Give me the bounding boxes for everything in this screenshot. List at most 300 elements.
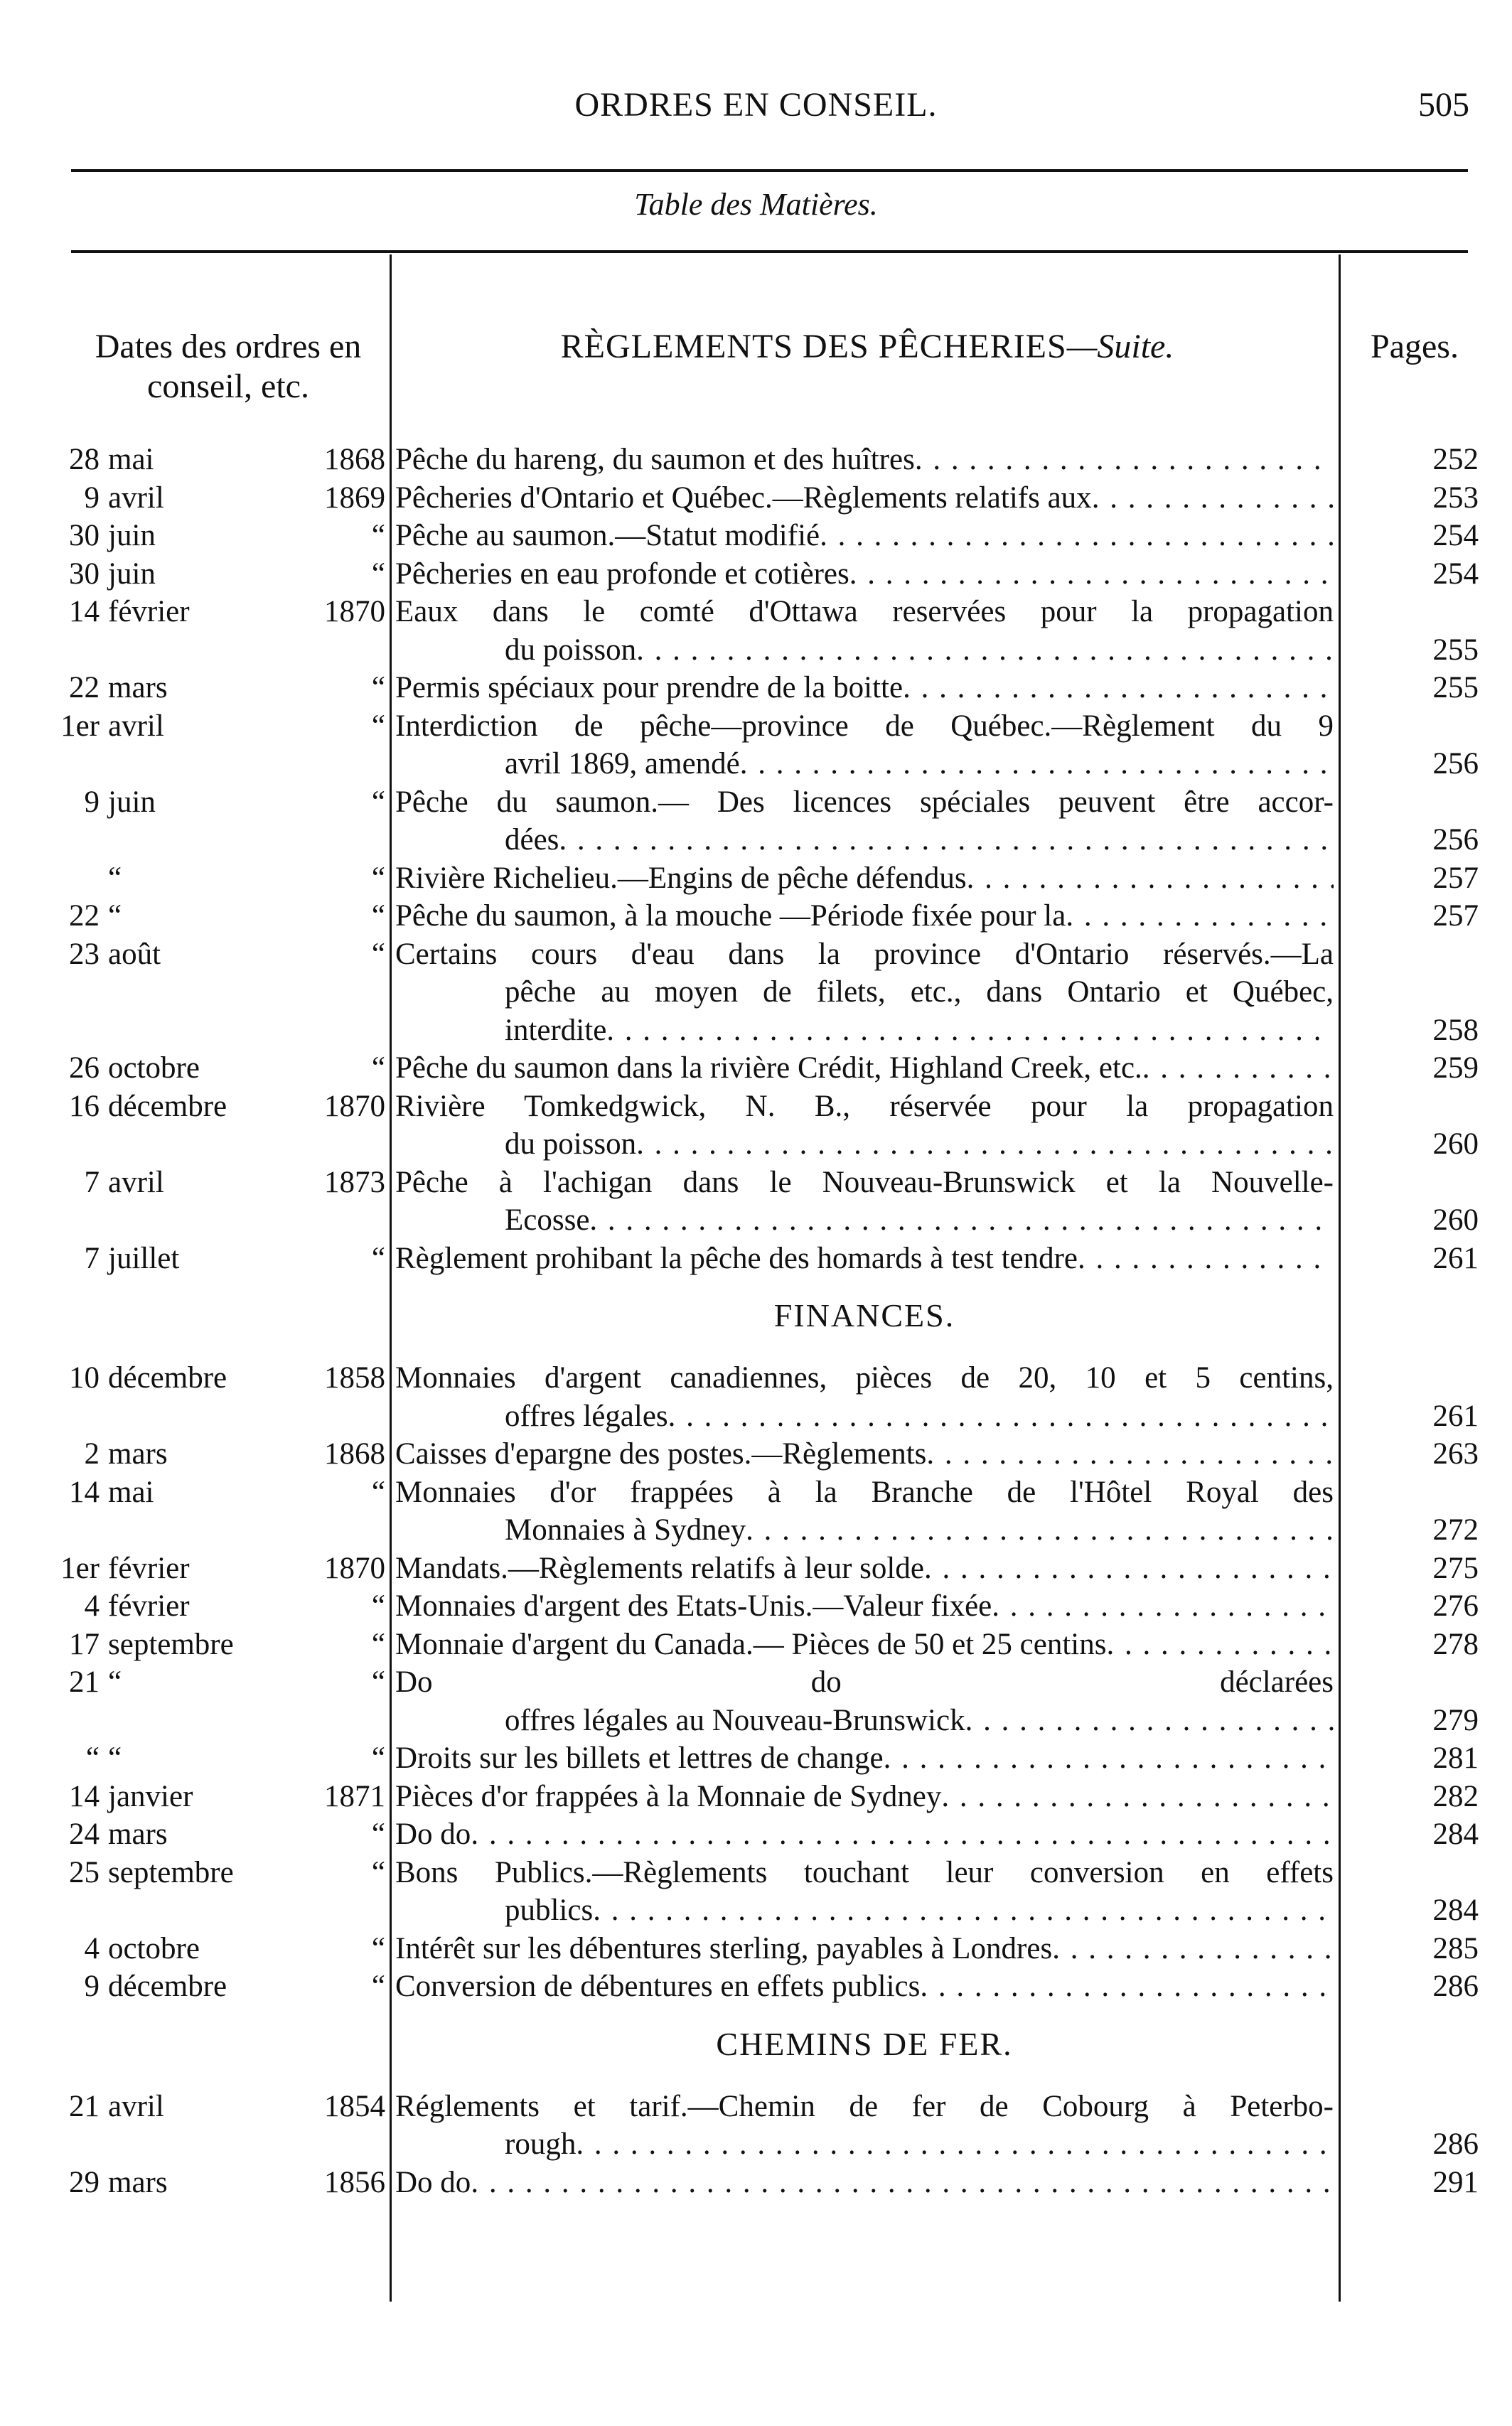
entry-month: mai xyxy=(108,1475,154,1509)
entry-year: “ xyxy=(371,1241,385,1275)
entry-text: Permis spéciaux pour prendre de la boitte xyxy=(395,671,904,704)
entry-text: Do do xyxy=(395,2165,471,2199)
entry-description xyxy=(395,1739,1334,1778)
entry-page-number: 284 xyxy=(1432,1818,1479,1851)
entry-page-number: 260 xyxy=(1432,1127,1479,1161)
entry-line xyxy=(0,1240,1512,1278)
toc-entry xyxy=(0,1739,1512,1778)
pages-column-heading: Pages. xyxy=(1371,328,1459,365)
toc-entry xyxy=(0,1854,1512,1930)
toc-entry xyxy=(0,1663,1512,1739)
entry-day: 9 xyxy=(84,481,100,515)
entry-description xyxy=(395,859,1334,898)
dot-leader xyxy=(636,1125,1334,1164)
entry-text: Pêche au saumon.—Statut modifié xyxy=(395,519,820,552)
section-title-text: CHEMINS DE FER. xyxy=(716,2025,1013,2062)
entry-text: Pêcheries en eau profonde et cotières xyxy=(395,557,849,591)
entry-text: Caisses d'epargne des postes.—Règlements xyxy=(395,1437,927,1471)
entry-page-number: 260 xyxy=(1432,1203,1479,1237)
dates-column-heading xyxy=(68,327,388,407)
toc-entry xyxy=(0,707,1512,783)
entry-month: mars xyxy=(108,671,168,704)
entry-month: avril xyxy=(108,709,164,743)
entry-description xyxy=(505,1397,1334,1436)
entry-line xyxy=(0,1511,1512,1550)
toc-entry xyxy=(0,1049,1512,1088)
entry-day: 10 xyxy=(69,1361,100,1395)
entry-day: 4 xyxy=(84,1931,100,1965)
entry-date xyxy=(51,1474,257,1512)
entry-date xyxy=(51,517,257,555)
entry-year: 1854 xyxy=(324,2089,385,2123)
dot-leader xyxy=(1092,479,1334,517)
entry-description xyxy=(395,1435,1334,1474)
entry-day: 17 xyxy=(69,1627,100,1661)
entry-line xyxy=(0,1397,1512,1436)
table-subtitle: Table des Matières. xyxy=(634,187,878,222)
entry-page-number: 291 xyxy=(1432,2165,1479,2199)
toc-entry xyxy=(0,1088,1512,1164)
entry-text: Pêche à l'achigan dans le Nouveau-Brunswick et la Nouvelle- xyxy=(395,1165,1334,1199)
entry-line xyxy=(0,479,1512,517)
entry-year: 1869 xyxy=(324,481,385,515)
entry-description xyxy=(505,1125,1334,1164)
entry-year: “ xyxy=(371,861,385,895)
entry-date xyxy=(51,441,257,479)
entry-year: 1858 xyxy=(324,1361,385,1395)
entry-line xyxy=(0,973,1512,1011)
entry-description xyxy=(395,1815,1334,1854)
entry-description xyxy=(505,1201,1334,1240)
entry-description xyxy=(395,1663,1334,1702)
entry-text: Rivière Tomkedgwick, N. B., réservée pour la propagation xyxy=(395,1089,1334,1123)
entry-year: 1868 xyxy=(324,443,385,476)
toc-entry xyxy=(0,1240,1512,1278)
entry-year: 1856 xyxy=(324,2165,385,2199)
entry-line xyxy=(0,1968,1512,2006)
entry-text: Conversion de débentures en effets publics xyxy=(395,1970,921,2003)
entry-description xyxy=(505,1511,1334,1550)
toc-entry xyxy=(0,1587,1512,1626)
dates-heading-line2: conseil, etc. xyxy=(147,367,309,405)
toc-entry xyxy=(0,593,1512,669)
entry-month: mars xyxy=(108,2165,168,2199)
entry-year: “ xyxy=(371,1051,385,1085)
entry-year: “ xyxy=(371,899,385,933)
entry-description xyxy=(395,593,1334,631)
section-title-text: FINANCES. xyxy=(773,1297,955,1333)
entry-day: 1er xyxy=(60,709,100,743)
entry-page-number: 272 xyxy=(1432,1513,1479,1547)
toc-entry xyxy=(0,1930,1512,1968)
entry-month: “ xyxy=(108,899,122,933)
entry-year: 1873 xyxy=(324,1165,385,1199)
entry-date xyxy=(51,897,257,935)
entry-line xyxy=(0,2125,1512,2164)
entry-year: “ xyxy=(371,1627,385,1661)
entry-description xyxy=(395,479,1334,517)
entry-year: 1870 xyxy=(324,1551,385,1585)
entry-page-number: 278 xyxy=(1432,1627,1479,1661)
entry-month: “ xyxy=(108,1665,122,1699)
entry-line xyxy=(0,555,1512,594)
section-spacer xyxy=(0,1353,1512,1359)
dot-leader xyxy=(606,1011,1334,1050)
toc-entry xyxy=(0,2088,1512,2164)
entry-line xyxy=(0,631,1512,670)
dot-leader xyxy=(920,1968,1334,2006)
entry-page-number: 258 xyxy=(1432,1013,1479,1047)
entry-description xyxy=(395,1778,1334,1816)
dot-leader xyxy=(471,1815,1334,1854)
entry-text: Droits sur les billets et lettres de change xyxy=(395,1741,884,1775)
entry-day: 7 xyxy=(84,1165,100,1199)
entry-description xyxy=(395,1359,1334,1397)
toc-entry xyxy=(0,1778,1512,1816)
entry-day: 16 xyxy=(69,1089,100,1123)
entry-page-number: 275 xyxy=(1432,1551,1479,1585)
entry-line xyxy=(0,1891,1512,1930)
entry-text: Intérêt sur les débentures sterling, payables à Londres xyxy=(395,1931,1053,1965)
entry-year: 1871 xyxy=(324,1779,385,1813)
entry-date xyxy=(51,669,257,707)
entry-day: 14 xyxy=(69,1475,100,1509)
entry-day: 24 xyxy=(69,1818,100,1851)
section-spacer xyxy=(0,2082,1512,2088)
entry-page-number: 286 xyxy=(1432,2127,1479,2161)
entry-year: 1868 xyxy=(324,1437,385,1471)
entry-year: “ xyxy=(371,671,385,704)
entry-text: Bons Publics.—Règlements touchant leur conversion en effets xyxy=(395,1855,1334,1889)
entry-description xyxy=(395,1164,1334,1202)
entry-text: Do do déclarées xyxy=(395,1665,1334,1699)
dot-leader xyxy=(559,821,1334,859)
entry-line xyxy=(0,1739,1512,1778)
entry-description xyxy=(505,1702,1334,1740)
entry-description xyxy=(505,821,1334,859)
entry-date xyxy=(51,1435,257,1474)
entry-text: interdite xyxy=(505,1013,607,1047)
toc-entry xyxy=(0,479,1512,517)
entry-text: Certains cours d'eau dans la province d'Ontario réservés.—La xyxy=(395,937,1334,971)
toc-entry xyxy=(0,897,1512,935)
entry-date xyxy=(51,1049,257,1088)
entry-month: avril xyxy=(108,2089,164,2123)
dot-leader xyxy=(576,2125,1334,2164)
entry-line xyxy=(0,1435,1512,1474)
header-rule xyxy=(71,169,1468,172)
entry-day: 1er xyxy=(60,1551,100,1585)
entry-date xyxy=(51,1626,257,1664)
entry-page-number: 256 xyxy=(1432,747,1479,780)
toc-entry xyxy=(0,1474,1512,1550)
entry-line xyxy=(0,1815,1512,1854)
entry-month: juin xyxy=(108,557,156,591)
entry-year: “ xyxy=(371,1818,385,1851)
entry-date xyxy=(51,1550,257,1588)
entry-day: 2 xyxy=(84,1437,100,1471)
entry-date xyxy=(51,1854,257,1892)
entry-page-number: 282 xyxy=(1432,1779,1479,1813)
entry-text: dées xyxy=(505,823,559,857)
entry-line xyxy=(0,1125,1512,1164)
entry-date xyxy=(51,783,257,822)
entry-year: “ xyxy=(371,785,385,819)
entry-text: Rivière Richelieu.—Engins de pêche défendus xyxy=(395,861,967,895)
dot-leader xyxy=(965,1702,1334,1740)
entry-day: 30 xyxy=(69,519,100,552)
entry-text: rough xyxy=(505,2127,577,2161)
toc-entry xyxy=(0,1815,1512,1854)
entry-page-number: 286 xyxy=(1432,1970,1479,2003)
entry-line xyxy=(0,2164,1512,2202)
entry-text: Interdiction de pêche—province de Québec.—Règlement du 9 xyxy=(395,709,1334,743)
entry-description xyxy=(395,707,1334,746)
entry-year: 1870 xyxy=(324,1089,385,1123)
entry-date xyxy=(51,1240,257,1278)
dot-leader xyxy=(589,1201,1334,1240)
entry-month: juillet xyxy=(108,1241,180,1275)
entry-year: “ xyxy=(371,1855,385,1889)
entry-line xyxy=(0,1359,1512,1397)
entry-text: Pêche du saumon dans la rivière Crédit, Highland Creek, etc. xyxy=(395,1051,1142,1085)
dot-leader xyxy=(1078,1240,1334,1278)
dot-leader xyxy=(593,1891,1334,1930)
entry-month: juin xyxy=(108,519,156,552)
entry-description xyxy=(395,935,1334,974)
entry-date xyxy=(51,593,257,631)
entry-description xyxy=(395,1474,1334,1512)
entry-line xyxy=(0,821,1512,859)
entry-date xyxy=(51,935,257,974)
entry-description xyxy=(505,745,1334,783)
entry-year: “ xyxy=(371,1589,385,1623)
entry-month: décembre xyxy=(108,1361,227,1395)
entry-line xyxy=(0,1049,1512,1088)
entry-text: Pêche du saumon.— Des licences spéciales peuvent être accor- xyxy=(395,785,1334,819)
entry-month: décembre xyxy=(108,1089,227,1123)
page-number: 505 xyxy=(1418,86,1469,124)
entry-year: “ xyxy=(371,1970,385,2003)
dot-leader xyxy=(992,1587,1334,1626)
entry-description xyxy=(395,1930,1334,1968)
toc-entry xyxy=(0,1968,1512,2006)
entry-page-number: 253 xyxy=(1432,481,1479,515)
entry-month: décembre xyxy=(108,1970,227,2003)
entry-description xyxy=(395,669,1334,707)
entry-line xyxy=(0,2088,1512,2126)
entry-date xyxy=(51,1739,257,1778)
entry-line xyxy=(0,1164,1512,1202)
entry-line xyxy=(0,441,1512,479)
entry-line xyxy=(0,669,1512,707)
entry-line xyxy=(0,745,1512,783)
entry-date xyxy=(51,555,257,594)
entry-day: 25 xyxy=(69,1855,100,1889)
entry-date xyxy=(51,1930,257,1968)
entry-month: “ xyxy=(108,1741,122,1775)
entry-line xyxy=(0,935,1512,974)
entry-line xyxy=(0,517,1512,555)
entry-text: Pêche du saumon, à la mouche —Période fixée pour la xyxy=(395,899,1066,933)
entry-date xyxy=(51,859,257,898)
entry-year: “ xyxy=(371,937,385,971)
entry-description xyxy=(395,897,1334,935)
entry-text: Pêcheries d'Ontario et Québec.—Règlements relatifs aux xyxy=(395,481,1092,515)
entry-day: 4 xyxy=(84,1589,100,1623)
entry-description xyxy=(395,783,1334,822)
entry-line xyxy=(0,783,1512,822)
toc-entry xyxy=(0,1164,1512,1240)
entry-description xyxy=(395,517,1334,555)
entry-date xyxy=(51,1164,257,1202)
main-column-heading xyxy=(398,327,1336,367)
entry-text: Eaux dans le comté d'Ottawa reservées pour la propagation xyxy=(395,595,1334,628)
toc-entry xyxy=(0,935,1512,1050)
entry-line xyxy=(0,1930,1512,1968)
entry-page-number: 256 xyxy=(1432,823,1479,857)
entry-page-number: 259 xyxy=(1432,1051,1479,1085)
entry-description xyxy=(395,1587,1334,1626)
dates-heading-line1: Dates des ordres en xyxy=(95,328,362,365)
entry-text: Réglements et tarif.—Chemin de fer de Cobourg à Peterbo- xyxy=(395,2089,1334,2123)
entry-date xyxy=(51,1968,257,2006)
entry-date xyxy=(51,1663,257,1702)
entry-line xyxy=(0,1702,1512,1740)
entry-day: 29 xyxy=(69,2165,100,2199)
section-heading xyxy=(0,2006,1512,2082)
entry-page-number: 261 xyxy=(1432,1241,1479,1275)
entry-line xyxy=(0,1854,1512,1892)
toc-entry xyxy=(0,441,1512,479)
entry-line xyxy=(0,1550,1512,1588)
entry-day: 7 xyxy=(84,1241,100,1275)
entry-description xyxy=(505,1011,1334,1050)
main-heading-suffix: —Suite. xyxy=(1066,328,1174,365)
dot-leader xyxy=(668,1397,1334,1436)
entry-line xyxy=(0,1778,1512,1816)
entry-month: septembre xyxy=(108,1855,234,1889)
entry-page-number: 263 xyxy=(1432,1437,1479,1471)
entry-day: 9 xyxy=(84,785,100,819)
entry-line xyxy=(0,1587,1512,1626)
entry-text: Pièces d'or frappées à la Monnaie de Sydney xyxy=(395,1779,942,1813)
entry-description xyxy=(395,441,1334,479)
entry-description xyxy=(395,1550,1334,1588)
dot-leader xyxy=(915,441,1334,479)
entry-day: 23 xyxy=(69,937,100,971)
entry-text: Pêche du hareng, du saumon et des huîtres xyxy=(395,443,915,476)
entry-page-number: 276 xyxy=(1432,1589,1479,1623)
entry-month: août xyxy=(108,937,161,971)
dot-leader xyxy=(746,1511,1334,1550)
entry-line xyxy=(0,593,1512,631)
entry-month: octobre xyxy=(108,1931,200,1965)
dot-leader xyxy=(903,669,1334,707)
toc-entry xyxy=(0,517,1512,555)
entry-description xyxy=(395,1968,1334,2006)
entry-date xyxy=(51,1088,257,1126)
entry-year: “ xyxy=(371,1931,385,1965)
dot-leader xyxy=(740,745,1334,783)
entry-date xyxy=(51,1587,257,1626)
toc-entry xyxy=(0,1359,1512,1435)
entry-date xyxy=(51,1778,257,1816)
entry-text: Ecosse xyxy=(505,1203,590,1237)
entry-date xyxy=(51,2088,257,2126)
entry-line xyxy=(0,1011,1512,1050)
dot-leader xyxy=(820,517,1334,555)
entry-description xyxy=(505,631,1334,670)
entry-month: avril xyxy=(108,1165,164,1199)
dot-leader xyxy=(1106,1626,1334,1664)
entry-day: 28 xyxy=(69,443,100,476)
entry-day: “ xyxy=(85,1741,100,1775)
entry-page-number: 281 xyxy=(1432,1741,1479,1775)
entry-text: publics xyxy=(505,1894,594,1927)
entry-day: 21 xyxy=(69,2089,100,2123)
entry-line xyxy=(0,859,1512,898)
entry-date xyxy=(51,707,257,746)
entry-month: mai xyxy=(108,443,154,476)
entry-page-number: 255 xyxy=(1432,671,1479,704)
entry-day: 14 xyxy=(69,595,100,628)
entry-day: 26 xyxy=(69,1051,100,1085)
main-heading-title: RÈGLEMENTS DES PÊCHERIES xyxy=(560,328,1067,365)
entry-description xyxy=(395,1854,1334,1892)
entry-line xyxy=(0,1201,1512,1240)
entry-description xyxy=(395,555,1334,594)
entry-month: avril xyxy=(108,481,164,515)
entry-description xyxy=(395,2088,1334,2126)
dot-leader xyxy=(636,631,1334,670)
entry-line xyxy=(0,1626,1512,1664)
dot-leader xyxy=(941,1778,1334,1816)
dot-leader xyxy=(884,1739,1334,1778)
subtitle-rule xyxy=(71,250,1468,253)
dot-leader xyxy=(1142,1049,1334,1088)
entry-page-number: 257 xyxy=(1432,899,1479,933)
dot-leader xyxy=(471,2164,1334,2202)
toc-entry xyxy=(0,669,1512,707)
entry-month: septembre xyxy=(108,1627,234,1661)
entry-day: 22 xyxy=(69,671,100,704)
entry-month: mars xyxy=(108,1818,168,1851)
toc-entry xyxy=(0,1550,1512,1588)
toc-entry xyxy=(0,859,1512,898)
dot-leader xyxy=(926,1435,1334,1474)
entry-line xyxy=(0,707,1512,746)
entry-month: février xyxy=(108,1551,190,1585)
toc-entry xyxy=(0,1626,1512,1664)
entry-date xyxy=(51,2164,257,2202)
entry-month: juin xyxy=(108,785,156,819)
entry-description xyxy=(395,1626,1334,1664)
entry-line xyxy=(0,1088,1512,1126)
entry-month: “ xyxy=(108,861,122,895)
entry-page-number: 261 xyxy=(1432,1399,1479,1433)
entry-date xyxy=(51,479,257,517)
dot-leader xyxy=(924,1550,1334,1588)
entry-page-number: 255 xyxy=(1432,633,1479,667)
entry-text: Monnaies d'argent canadiennes, pièces de 20, 10 et 5 centins, xyxy=(395,1361,1334,1395)
entry-day: 30 xyxy=(69,557,100,591)
entry-year: 1870 xyxy=(324,595,385,628)
dot-leader xyxy=(967,859,1334,898)
entry-description xyxy=(395,1240,1334,1278)
entry-description xyxy=(395,2164,1334,2202)
entry-description xyxy=(395,1049,1334,1088)
